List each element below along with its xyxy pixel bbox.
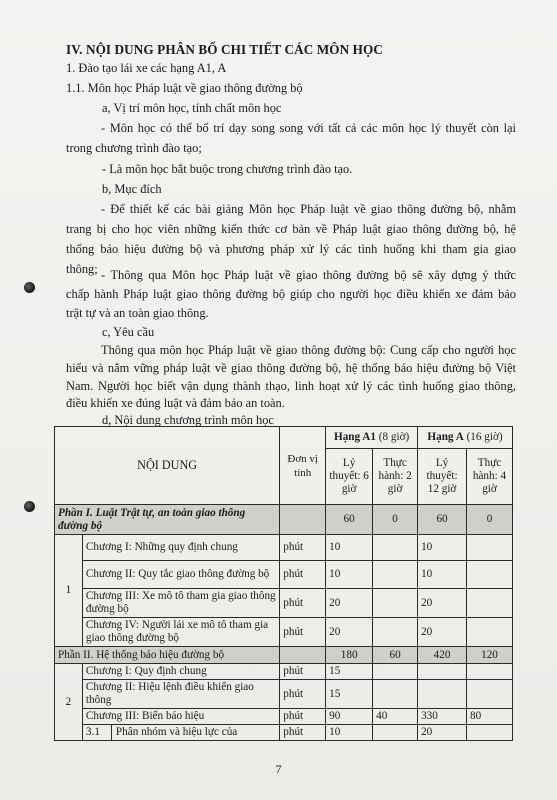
row-a-practice: 80 [467, 709, 513, 725]
item-title: c, Yêu cầu [102, 325, 155, 339]
row-unit: phút [280, 709, 326, 725]
row-a1-theory: 90 [326, 709, 373, 725]
table-row [55, 664, 513, 680]
row-a-theory: 20 [418, 618, 467, 647]
row-a-theory: 330 [418, 709, 467, 725]
table-row [55, 680, 513, 709]
table-row [55, 647, 513, 664]
part1-a-theory: 60 [418, 505, 467, 535]
row-name: Chương II: Hiệu lệnh điều khiển giao thông [82, 680, 279, 709]
header-a1-theory: Lý thuyết: 6 giờ [326, 449, 373, 505]
header-class-a1: Hạng A1 (8 giờ) [326, 427, 418, 449]
row-a-theory: 20 [418, 725, 467, 741]
item-title: a, Vị trí môn học, tính chất môn học [102, 101, 282, 115]
row-a1-theory: 10 [326, 535, 373, 561]
row-unit: phút [280, 664, 326, 680]
paragraph-line: trang bị cho học viên những kiến thức cơ bản về Pháp luật giao thông đường bộ, hệ [66, 222, 516, 236]
header-a-practice: Thực hành: 4 giờ [467, 449, 513, 505]
group-number: 2 [55, 664, 83, 741]
paragraph-line: hiểu và nắm vững pháp luật về giao thông đường bộ, hệ thống báo hiệu đường bộ Việt [66, 361, 516, 375]
sub-row-number: 3.1 [83, 725, 112, 740]
row-a-theory: 20 [418, 589, 467, 618]
row-a1-theory: 10 [326, 725, 373, 741]
paragraph-line: trật tự và an toàn giao thông. [66, 306, 209, 320]
row-unit: phút [280, 680, 326, 709]
row-unit: phút [280, 725, 326, 741]
row-unit: phút [280, 535, 326, 561]
part2-a-theory: 420 [418, 647, 467, 664]
header-a1-practice: Thực hành: 2 giờ [373, 449, 418, 505]
row-a1-theory: 20 [326, 618, 373, 647]
item-title: d, Nội dung chương trình môn học [102, 413, 274, 427]
curriculum-table [54, 426, 513, 741]
paragraph-line: - Là môn học bắt buộc trong chương trình đào tạo. [102, 162, 353, 176]
row-name: Chương III: Xe mô tô tham gia giao thông đường bộ [82, 589, 279, 618]
row-a1-practice: 40 [373, 709, 418, 725]
part1-a1-practice: 0 [373, 505, 418, 535]
subsection-title: 1.1. Môn học Pháp luật về giao thông đường bộ [66, 81, 303, 95]
row-a-theory: 10 [418, 535, 467, 561]
part2-title: Phần II. Hệ thống báo hiệu đường bộ [55, 647, 280, 664]
punch-hole [24, 501, 35, 512]
part1-a1-theory: 60 [326, 505, 373, 535]
subsection-title: 1. Đào tạo lái xe các hạng A1, A [66, 61, 227, 75]
part2-a1-practice: 60 [373, 647, 418, 664]
row-name: Chương III: Biển báo hiệu [82, 709, 279, 725]
row-name: Chương I: Quy định chung [82, 664, 279, 680]
paragraph-line: thống báo hiệu đường bộ và phương pháp xử lý các tình huống khi tham gia giao [66, 242, 516, 256]
item-title: b, Mục đích [102, 182, 162, 196]
row-a1-theory: 15 [326, 664, 373, 680]
header-class-a: Hạng A (16 giờ) [418, 427, 513, 449]
paragraph-line: - Để thiết kế các bài giảng Môn học Pháp luật về giao thông đường bộ, nhằm [101, 202, 516, 216]
table-row [55, 709, 513, 725]
row-name: Chương II: Quy tắc giao thông đường bộ [82, 561, 279, 589]
row-a1-theory: 20 [326, 589, 373, 618]
paragraph-line: - Môn học có thể bố trí dạy song song với tất cả các môn học lý thuyết còn lại [101, 121, 516, 135]
row-a1-theory: 10 [326, 561, 373, 589]
paragraph-line: - Thông qua Môn học Pháp luật về giao thông đường bộ sẽ xây dựng ý thức [101, 268, 516, 282]
row-unit: phút [280, 618, 326, 647]
punch-hole [24, 282, 35, 293]
row-unit: phút [280, 589, 326, 618]
sub-row-name: 3.1 Phân nhóm và hiệu lực của [82, 725, 279, 741]
row-a1-theory: 15 [326, 680, 373, 709]
part2-a-practice: 120 [467, 647, 513, 664]
part2-a1-theory: 180 [326, 647, 373, 664]
header-a-theory: Lý thuyết: 12 giờ [418, 449, 467, 505]
header-content: NỘI DUNG [55, 427, 280, 505]
paragraph-line: trong chương trình đào tạo; [66, 141, 202, 155]
table-row [55, 505, 513, 535]
paragraph-line: chấp hành Pháp luật giao thông đường bộ giúp cho người học điều khiển xe đảm bảo [66, 287, 516, 301]
table-row [55, 535, 513, 561]
paragraph-line: điều khiển xe đúng luật và đảm bảo an toàn. [66, 396, 285, 410]
group-number: 1 [55, 535, 83, 647]
table-row [55, 725, 513, 741]
table-row [55, 618, 513, 647]
part1-title: Phần I. Luật Trật tự, an toàn giao thông đường bộ [55, 505, 280, 535]
row-name: Chương I: Những quy định chung [82, 535, 279, 561]
paragraph-line: Nam. Người học biết vận dụng thành thạo, linh hoạt xử lý các tình huống giao thông, [66, 379, 516, 393]
row-unit: phút [280, 561, 326, 589]
row-name: Chương IV: Người lái xe mô tô tham gia giao thông đường bộ [82, 618, 279, 647]
paragraph-line: Thông qua môn học Pháp luật về giao thông đường bộ: Cung cấp cho người học [101, 343, 516, 357]
part1-a-practice: 0 [467, 505, 513, 535]
table-row [55, 561, 513, 589]
paragraph-line: thông; [66, 262, 98, 276]
page-number: 7 [275, 762, 282, 776]
table-row [55, 589, 513, 618]
row-a-theory: 10 [418, 561, 467, 589]
section-heading: IV. NỘI DUNG PHÂN BỔ CHI TIẾT CÁC MÔN HỌC [66, 42, 383, 57]
header-unit: Đơn vị tính [280, 427, 326, 505]
